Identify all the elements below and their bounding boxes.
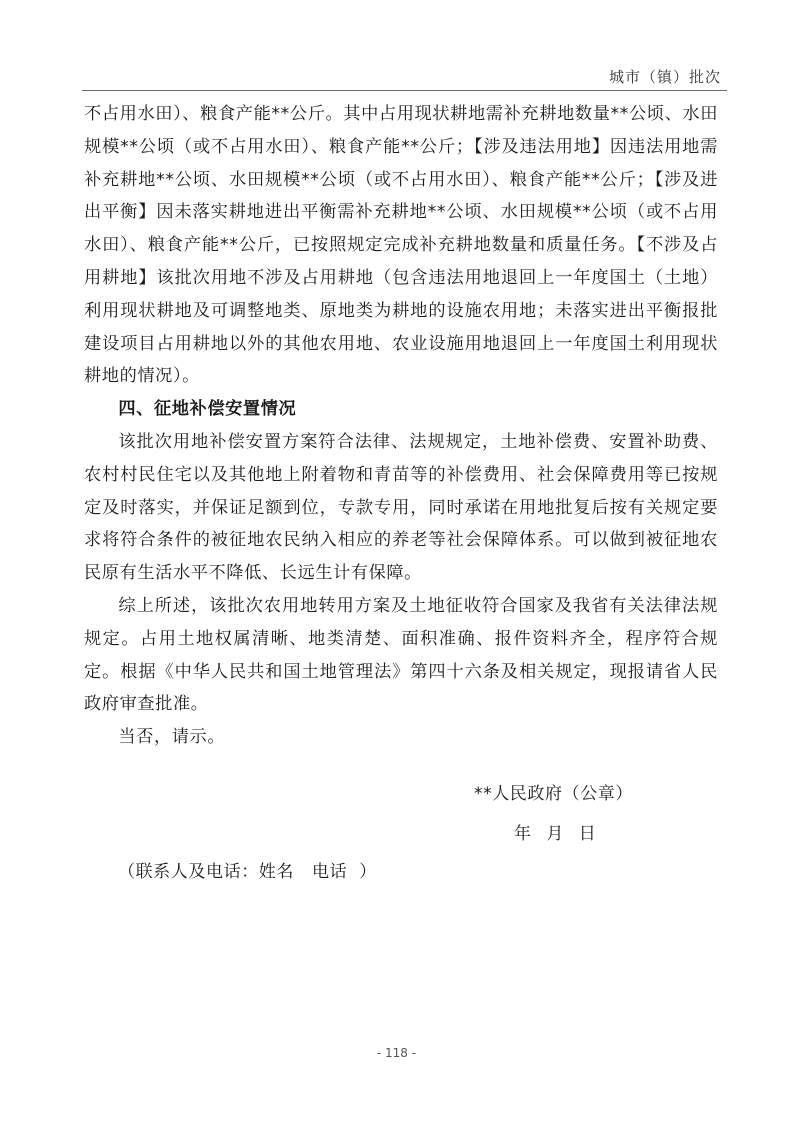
contact-line: （联系人及电话：姓名 电话 ） [118, 862, 377, 882]
paragraph-closing: 当否，请示。 [118, 727, 226, 748]
header-title: 城市（镇）批次 [608, 68, 721, 86]
section-heading: 四、征地补偿安置情况 [118, 399, 297, 420]
paragraph-summary: 综上所述，该批次农用地转用方案及土地征收符合国家及我省有关法律法规规定。占用土地权属清晰、地类清楚、面积准确、报件资料齐全，程序符合规定。根据《中华人民共和国土地管理法》第四十六条及相关规定，现报请省人民政府审查批准。 [84, 595, 718, 715]
page-header [82, 60, 727, 91]
date-line: 年 月 日 [514, 824, 598, 844]
signature-line: **人民政府（公章） [474, 784, 633, 804]
page-number: - 118 - [376, 1046, 417, 1060]
paragraph-continuation: 不占用水田）、粮食产能**公斤。其中占用现状耕地需补充耕地数量**公顷、水田规模**公顷（或不占用水田）、粮食产能**公斤；【涉及违法用地】因违法用地需补充耕地**公顷、水田规模**公顷（或不占用水田）、粮食产能**公斤；【涉及进出平衡】因未落实耕地进出平衡需补充耕地**公顷、水田规模**公顷（或不占用水田）、粮食产能**公斤，已按照规定完成补充耕地数量和质量任务。【不涉及占用耕地】该批次用地不涉及占用耕地（包含违法用地退回上一年度国土（土地）利用现状耕地及可调整地类、原地类为耕地的设施农用地；未落实进出平衡报批建设项目占用耕地以外的其他农用地、农业设施用地退回上一年度国土利用现状耕地的情况）。 [84, 104, 718, 387]
paragraph-compensation: 该批次用地补偿安置方案符合法律、法规规定，土地补偿费、安置补助费、农村村民住宅以及其他地上附着物和青苗等的补偿费用、社会保障费用等已按规定及时落实，并保证足额到位，专款专用，同时承诺在用地批复后按有关规定要求将符合条件的被征地农民纳入相应的养老等社会保障体系。可以做到被征地农民原有生活水平不降低、长远生计有保障。 [84, 431, 718, 584]
document-body [84, 98, 718, 754]
